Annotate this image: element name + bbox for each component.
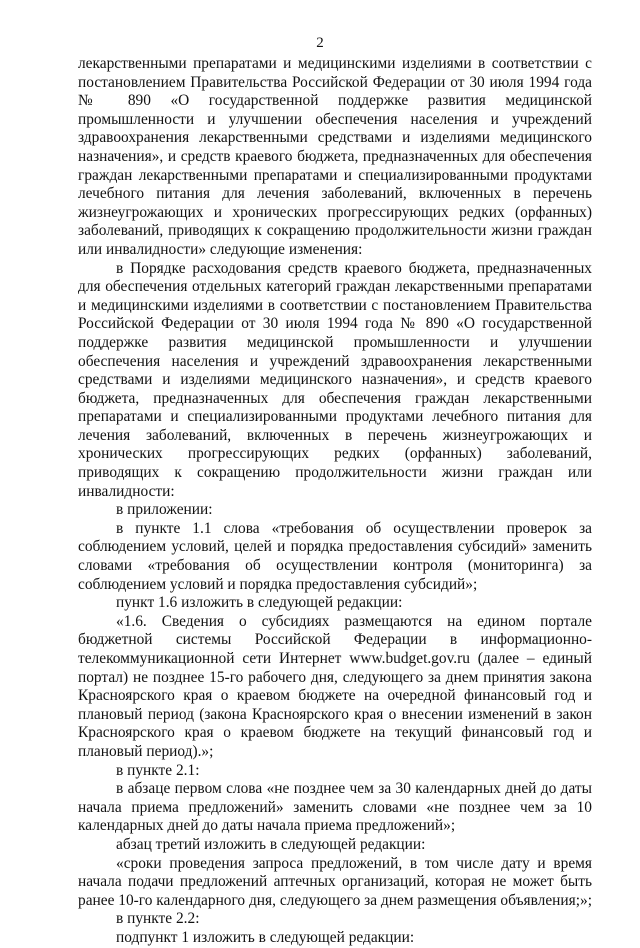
paragraph-continuation: лекарственными препаратами и медицинскими изделиями в соответствии с постановлением Правительства Российской Федерации от 30 июля 1994 года № 890 «О государственной поддержке развития медицинской промышленности и улучшении обеспечения населения и учреждений здравоохранения лекарственными средствами и изделиями медицинского назначения», и средств краевого бюджета, предназначенных для обеспечения граждан лекарственными препаратами и специализированными продуктами лечебного питания для лечения заболеваний, включенных в перечень жизнеугрожающих и хронических прогрессирующих редких (орфанных) заболеваний, приводящих к сокращению продолжительности жизни граждан или инвалидности» следующие изменения: — [78, 55, 592, 258]
paragraph-in-appendix: в приложении: — [116, 501, 213, 519]
paragraph-third-subparagraph-intro: абзац третий изложить в следующей редакции: — [116, 835, 426, 853]
paragraph-clause-2-2: в пункте 2.2: — [116, 910, 200, 928]
document-body — [78, 55, 592, 948]
paragraph-clause-1-6-text: «1.6. Сведения о субсидиях размещаются на едином портале бюджетной системы Российской Федерации в информационно-телекоммуникационной сети Интернет www.budget.gov.ru (далее – единый портал) не позднее 15-го рабочего дня, следующего за днем принятия закона Красноярского края о краевом бюджете на очередной финансовый год и плановый период (закона Красноярского края о внесении изменений в закон Красноярского края о краевом бюджете на текущий финансовый год и плановый период).»; — [78, 612, 592, 760]
page-number: 2 — [316, 35, 324, 51]
paragraph-subclause-1: подпункт 1 изложить в следующей редакции: — [116, 928, 415, 946]
paragraph-clause-1-1: в пункте 1.1 слова «требования об осуществлении проверок за соблюдением условий, целей и порядка предоставления субсидий» заменить словами «требования об осуществлении контроля (мониторинга) за соблюдением условий и порядка предоставления субсидий»; — [78, 519, 592, 593]
paragraph-procedure: в Порядке расходования средств краевого бюджета, предназначенных для обеспечения отдельных категорий граждан лекарственными препаратами и медицинскими изделиями в соответствии с постановлением Правительства Российской Федерации от 30 июля 1994 года № 890 «О государственной поддержке развития медицинской промышленности и улучшении обеспечения населения и учреждений здравоохранения лекарственными средствами и изделиями медицинского назначения», и средств краевого бюджета, предназначенных для обеспечения граждан лекарственными препаратами и специализированными продуктами лечебного питания для лечения заболеваний, включенных в перечень жизнеугрожающих и хронических прогрессирующих редких (орфанных) заболеваний, приводящих к сокращению продолжительности жизни граждан или инвалидности: — [78, 259, 592, 500]
paragraph-first-subparagraph: в абзаце первом слова «не позднее чем за 30 календарных дней до даты начала приема предложений» заменить словами «не позднее чем за 10 календарных дней до даты начала приема предложений»; — [78, 780, 592, 835]
paragraph-clause-1-6-intro: пункт 1.6 изложить в следующей редакции: — [116, 594, 403, 612]
paragraph-third-subparagraph-text: «сроки проведения запроса предложений, в том числе дату и время начала подачи предложений аптечных организаций, которая не может быть ранее 10-го календарного дня, следующего за днем размещения объявления;»; — [78, 854, 592, 909]
paragraph-clause-2-1: в пункте 2.1: — [116, 761, 200, 779]
